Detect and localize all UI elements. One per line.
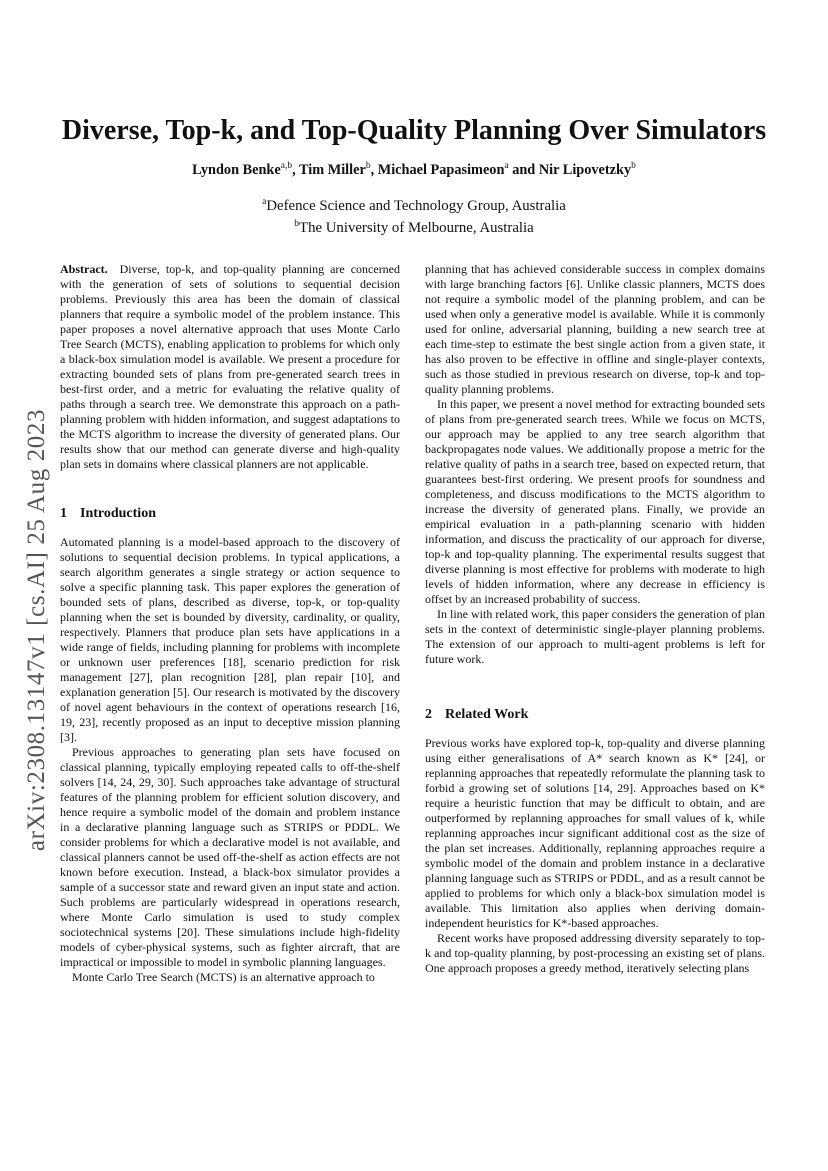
section-heading-related-work: 2 Related Work [425,707,529,722]
author: Tim Miller$^b$, [298,161,378,178]
affiliation: $^b$The University of Melbourne, Australia [294,218,534,236]
arxiv-id: arXiv:2308.13147v1 [cs.AI] 25 Aug 2023 [23,408,51,852]
author-list [0,161,828,179]
right-column [425,262,765,976]
paragraph: Previous approaches to generating plan sets have focused on classical planning, typically employing repeated calls to off-the-shelf solvers [14, 24, 29, 30]. Such approaches take advantage of structural features of the planning problem for efficient solution discovery, and hence require a symbolic model of the domain and problem instance in a declarative planning language such as STRIPS or PDDL. We consider problems for which a declarative model is not available, and classical planners cannot be used off-the-shelf as action effects are not known before execution. Instead, a black-box simulator provides a sample of a successor state and reward given an input state and action. Such problems are particularly widespread in operations research, where Monte Carlo simulation is used to study complex sociotechnical systems [20]. These simulations include high-fidelity models of cyber-physical systems, such as fighter aircraft, that are impractical or impossible to model in symbolic planning languages. [60,745,400,969]
author: Lyndon Benke$^{a,b}$, [192,161,299,178]
section-heading-introduction: 1 Introduction [60,506,156,521]
abstract-text: Diverse, top-k, and top-quality planning are concerned with the generation of sets of solutions to sequential decision problems. Previously this area has been the domain of classical planners that require a symbolic model of the problem instance. This paper proposes a novel alternative approach that uses Monte Carlo Tree Search (MCTS), enabling application to problems for which only a black-box simulation model is available. We present a procedure for extracting bounded sets of plans from pre-generated search trees in best-first order, and a metric for evaluating the relative quality of paths through a search tree. We demonstrate this approach on a path-planning problem with hidden information, and suggest adaptations to the MCTS algorithm to increase the diversity of generated plans. Our results show that our method can generate diverse and high-quality plan sets in domains where classical planners are not applicable. [60,262,401,471]
author: Michael Papasimeon$^a$ and [377,161,539,178]
affiliation: $^a$Defence Science and Technology Group, Australia [262,197,566,214]
left-column [60,262,400,985]
arxiv-sidebar-stamp [12,365,62,895]
abstract-label: Abstract. [60,262,108,276]
paragraph: Previous works have explored top-k, top-quality and diverse planning using either generalisations of A* search known as K* [24], or replanning approaches that repeatedly reformulate the planning task to forbid a growing set of solutions [14, 29]. Approaches based on K* require a heuristic function that may be difficult to obtain, and are outperformed by replanning approaches for small values of k, while replanning approaches incur significant additional cost as the size of the plan set increases. Additionally, replanning approaches require a symbolic model of the domain and problem instance in a declarative planning language such as STRIPS or PDDL, and as a result cannot be applied to problems for which only a black-box simulation model is available. This limitation also applies when deriving domain-independent heuristics for K*-based approaches. [425,736,765,930]
paragraph: Automated planning is a model-based approach to the discovery of solutions to sequential decision problems. In typical applications, a search algorithm generates a single strategy or action sequence to solve a specific planning task. This paper explores the generation of bounded sets of plans, described as diverse, top-k, or top-quality planning when the set is bounded by diversity, cardinality, or quality, respectively. Planners that produce plan sets have applications in a wide range of fields, including planning for problems with incomplete or unknown user preferences [18], scenario prediction for risk management [27], plan recognition [28], plan repair [10], and explanation generation [5]. Our research is motivated by the discovery of novel agent behaviours in the context of operations research [16, 19, 23], recently proposed as an input to deceptive mission planning [3]. [60,535,400,744]
paper-title: Diverse, Top-k, and Top-Quality Planning Over Simulators [61,115,767,146]
paragraph: Monte Carlo Tree Search (MCTS) is an alternative approach to [72,970,375,984]
paragraph: In line with related work, this paper considers the generation of plan sets in the context of deterministic single-player planning problems. The extension of our approach to multi-agent problems is left for future work. [425,607,765,666]
affiliations [0,193,828,237]
paragraph: planning that has achieved considerable success in complex domains with large branching factors [6]. Unlike classic planners, MCTS does not require a symbolic model of the planning problem, and can be used when only a generative model is available. While it is commonly used for online, adversarial planning, building a new search tree at each time-step to estimate the best single action from a given state, it has also proven to be effective in offline and single-player contexts, such as those studied in previous research on diverse, top-k and top-quality planning problems. [425,262,765,396]
author: Nir Lipovetzky$^b$ [538,161,636,178]
paragraph: Recent works have proposed addressing diversity separately to top-k and top-quality planning, by post-processing an existing set of plans. One approach proposes a greedy method, iteratively selecting plans [425,931,765,975]
abstract [60,262,400,472]
paragraph: In this paper, we present a novel method for extracting bounded sets of plans from pre-generated search trees. While we focus on MCTS, our approach may be applied to any tree search algorithm that backpropagates node values. We additionally propose a metric for the relative quality of paths in a search tree, based on expected return, that guarantees best-first ordering. We present proofs for soundness and completeness, and discuss modifications to the MCTS algorithm to increase the diversity of generated plans. Finally, we provide an empirical evaluation in a path-planning scenario with hidden information, and discuss the practicality of our approach for diverse, top-k and top-quality planning. The experimental results suggest that diverse planning is most effective for problems with moderate to high levels of hidden information, where any decrease in efficiency is offset by an increased probability of success. [425,397,765,606]
